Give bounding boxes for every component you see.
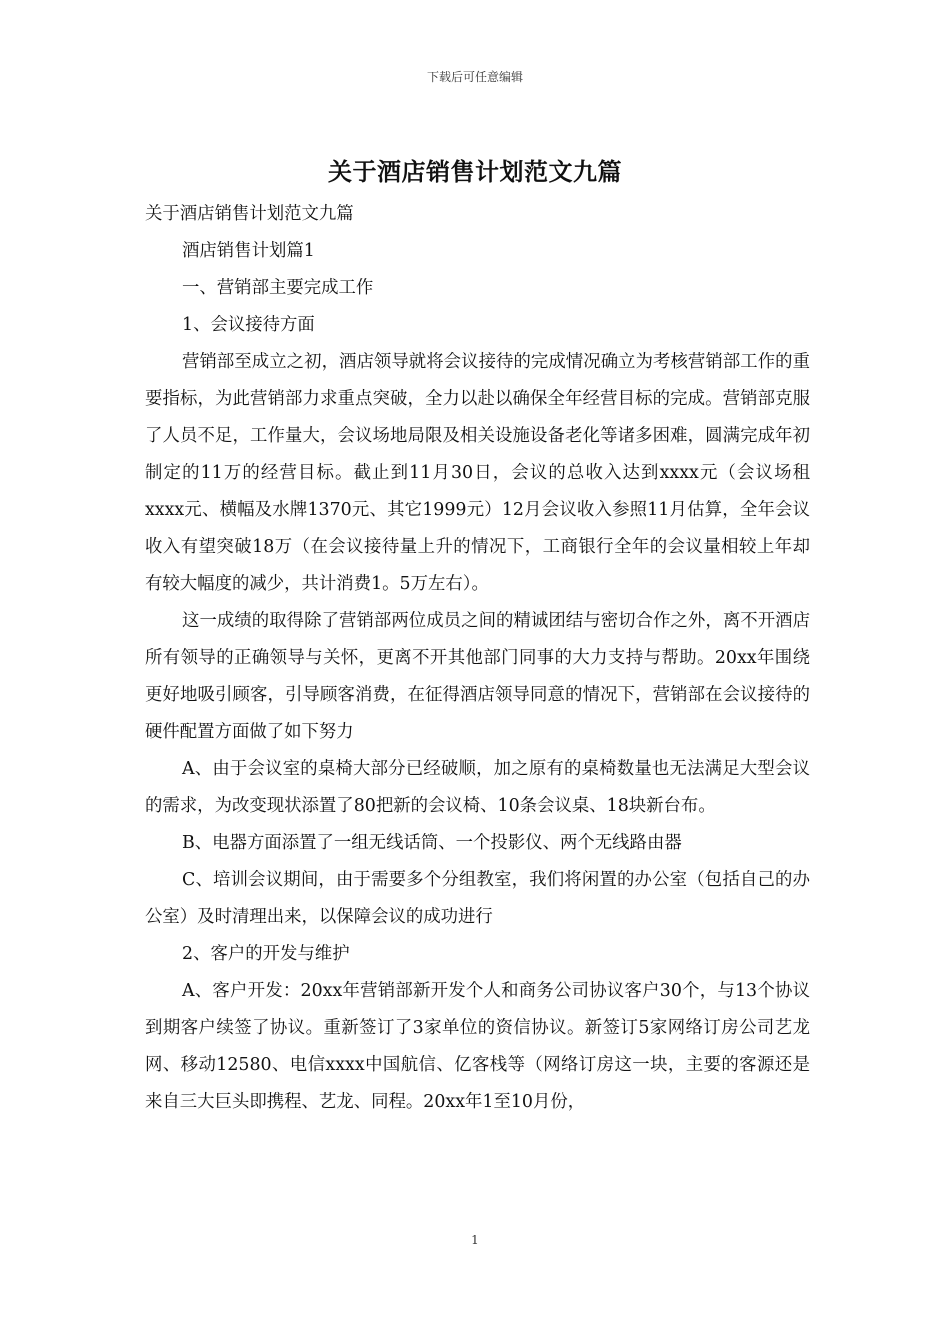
document-body xyxy=(145,196,810,1121)
page-header: 下载后可任意编辑 xyxy=(426,70,523,84)
paragraph-list-item: A、客户开发：20xx年营销部新开发个人和商务公司协议客户30个，与13个协议到期客户续签了协议。重新签订了3家单位的资信协议。新签订5家网络订房公司艺龙网、移动12580、电信xxxx中国航信、亿客栈等（网络订房这一块，主要的客源还是来自三大巨头即携程、艺龙、同程。20xx年1至10月份， xyxy=(145,981,810,1112)
paragraph-body: 营销部至成立之初，酒店领导就将会议接待的完成情况确立为考核营销部工作的重要指标，为此营销部力求重点突破，全力以赴以确保全年经营目标的完成。营销部克服了人员不足，工作量大，会议场地局限及相关设施设备老化等诸多困难，圆满完成年初制定的11万的经营目标。截止到11月30日，会议的总收入达到xxxx元（会议场租xxxx元、横幅及水牌1370元、其它1999元）12月会议收入参照11月估算，全年会议收入有望突破18万（在会议接待量上升的情况下，工商银行全年的会议量相较上年却有较大幅度的减少，共计消费1。5万左右）。 xyxy=(145,352,810,594)
document-title: 关于酒店销售计划范文九篇 xyxy=(328,157,622,186)
paragraph-list-item: A、由于会议室的桌椅大部分已经破顺，加之原有的桌椅数量也无法满足大型会议的需求，为改变现状添置了80把新的会议椅、10条会议桌、18块新台布。 xyxy=(145,759,810,816)
paragraph-heading-2: 1、会议接待方面 xyxy=(182,315,315,335)
paragraph-list-item: B、电器方面添置了一组无线话筒、一个投影仪、两个无线路由器 xyxy=(182,833,682,853)
paragraph-list-item: C、培训会议期间，由于需要多个分组教室，我们将闲置的办公室（包括自己的办公室）及时清理出来，以保障会议的成功进行 xyxy=(145,870,810,927)
paragraph-heading-2: 2、客户的开发与维护 xyxy=(182,944,350,964)
paragraph-body: 这一成绩的取得除了营销部两位成员之间的精诚团结与密切合作之外，离不开酒店所有领导的正确领导与关怀，更离不开其他部门同事的大力支持与帮助。20xx年围绕更好地吸引顾客，引导顾客消费，在征得酒店领导同意的情况下，营销部在会议接待的硬件配置方面做了如下努力 xyxy=(145,611,810,742)
page-number: 1 xyxy=(471,1233,479,1247)
paragraph-section-heading: 酒店销售计划篇1 xyxy=(182,241,315,261)
paragraph-subtitle: 关于酒店销售计划范文九篇 xyxy=(145,204,354,224)
paragraph-heading-1: 一、营销部主要完成工作 xyxy=(182,278,374,298)
